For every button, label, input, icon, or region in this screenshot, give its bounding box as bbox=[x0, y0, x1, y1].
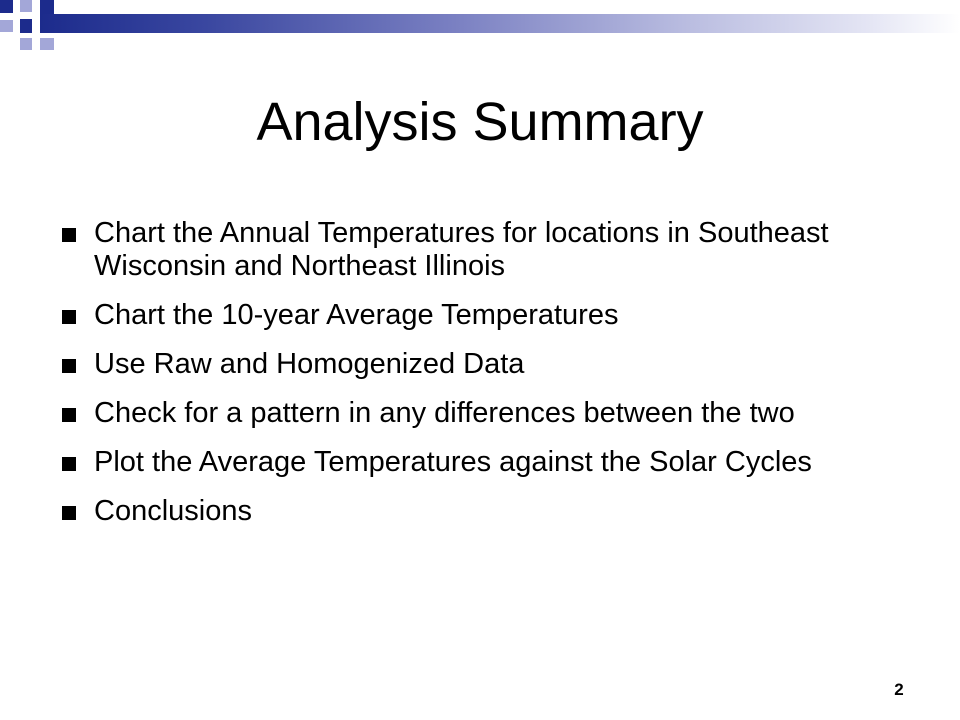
decor-square bbox=[20, 0, 32, 12]
bullet-item bbox=[62, 348, 892, 381]
bullet-item bbox=[62, 446, 892, 479]
header-gradient-bar bbox=[40, 14, 960, 33]
page-number: 2 bbox=[894, 680, 904, 699]
square-bullet-icon bbox=[62, 506, 76, 520]
square-bullet-icon bbox=[62, 310, 76, 324]
decor-square bbox=[0, 0, 13, 13]
decor-square bbox=[20, 19, 32, 33]
square-bullet-icon bbox=[62, 359, 76, 373]
square-bullet-icon bbox=[62, 408, 76, 422]
bullet-text: Chart the 10-year Average Temperatures bbox=[94, 299, 619, 331]
decor-square bbox=[40, 38, 54, 50]
square-bullet-icon bbox=[62, 228, 76, 242]
bullet-text: Check for a pattern in any differences between the two bbox=[94, 397, 795, 429]
slide-title: Analysis Summary bbox=[256, 92, 704, 152]
decor-square bbox=[40, 0, 54, 14]
square-bullet-icon bbox=[62, 457, 76, 471]
bullet-text: Chart the Annual Temperatures for locations in Southeast Wisconsin and Northeast Illinois bbox=[94, 217, 829, 282]
bullet-text: Use Raw and Homogenized Data bbox=[94, 348, 525, 380]
decor-square bbox=[0, 20, 13, 32]
bullet-text: Plot the Average Temperatures against the Solar Cycles bbox=[94, 446, 812, 478]
decor-square bbox=[20, 38, 32, 50]
bullet-item bbox=[62, 299, 892, 332]
bullet-item bbox=[62, 495, 892, 528]
bullet-list bbox=[62, 217, 892, 544]
bullet-item bbox=[62, 217, 892, 283]
bullet-item bbox=[62, 397, 892, 430]
bullet-text: Conclusions bbox=[94, 495, 252, 527]
